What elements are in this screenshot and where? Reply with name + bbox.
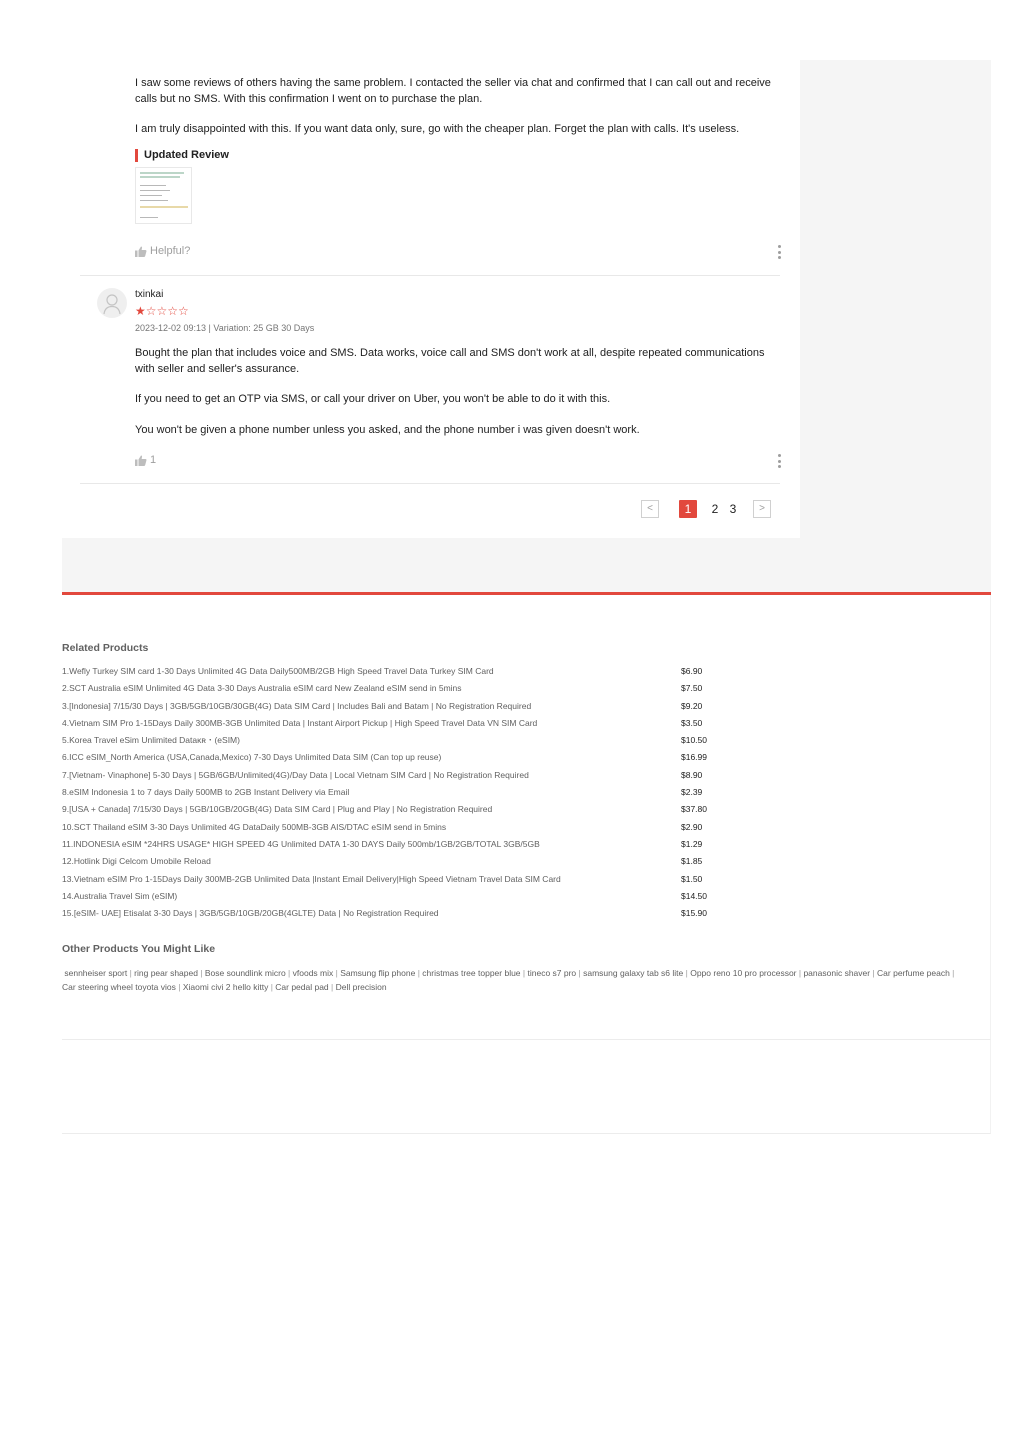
link-separator: |	[127, 968, 135, 978]
related-product-link[interactable]: 4.Vietnam SIM Pro 1-15Days Daily 300MB-3GB Unlimited Data | Instant Airport Pickup | High Speed Travel Data VN SIM Card	[62, 717, 538, 728]
other-products-links	[62, 967, 962, 994]
related-product-row[interactable]	[62, 665, 822, 682]
related-product-price: $16.99	[681, 752, 707, 763]
prev-page-button[interactable]: <	[641, 500, 659, 518]
link-separator: |	[520, 968, 528, 978]
related-product-link[interactable]: 14.Australia Travel Sim (eSIM)	[62, 890, 178, 901]
review-text: I am truly disappointed with this. If you want data only, sure, go with the cheaper plan. Forget the plan with calls. It's useless.	[135, 123, 740, 135]
related-products-list	[62, 665, 822, 924]
related-product-row[interactable]	[62, 838, 822, 855]
other-product-link[interactable]: Dell precision	[335, 981, 387, 992]
related-product-link[interactable]: 9.[USA + Canada] 7/15/30 Days | 5GB/10GB/20GB(4G) Data SIM Card | Plug and Play | No Registration Required	[62, 804, 493, 815]
next-page-button[interactable]: >	[753, 500, 771, 518]
helpful-button[interactable]	[135, 454, 156, 466]
related-product-row[interactable]	[62, 907, 822, 924]
accent-divider	[62, 592, 991, 595]
helpful-button[interactable]	[135, 245, 190, 257]
related-product-link[interactable]: 1.Wefly Turkey SIM card 1-30 Days Unlimited 4G Data Daily500MB/2GB High Speed Travel Data Turkey SIM Card	[62, 666, 494, 676]
link-separator: |	[268, 981, 276, 992]
page-1-button[interactable]: 1	[679, 500, 697, 518]
related-product-row[interactable]	[62, 873, 822, 890]
related-product-row[interactable]	[62, 682, 822, 699]
link-separator: |	[175, 981, 183, 992]
related-product-link[interactable]: 13.Vietnam eSIM Pro 1-15Days Daily 300MB-2GB Unlimited Data |Instant Email Delivery|High Speed Vietnam Travel Data SIM Card	[62, 873, 561, 884]
review-text: Bought the plan that includes voice and SMS. Data works, voice call and SMS don't work at all, despite repeated communications with seller and seller's assurance.	[135, 347, 765, 375]
link-separator: |	[415, 968, 423, 978]
related-product-price: $14.50	[681, 890, 707, 901]
helpful-count: 1	[150, 454, 157, 466]
thumb-decoration	[140, 190, 170, 191]
link-separator: |	[285, 968, 293, 978]
thumbs-up-icon	[135, 246, 147, 257]
related-product-price: $2.39	[681, 787, 703, 798]
other-product-link[interactable]: vfoods mix	[292, 968, 334, 978]
review-meta: 2023-12-02 09:13 | Variation: 25 GB 30 Days	[135, 323, 315, 333]
thumbs-up-icon	[135, 455, 147, 466]
related-product-row[interactable]	[62, 855, 822, 872]
related-product-link[interactable]: 5.Korea Travel eSim Unlimited Data⁠ᴋʀ・(eSIM)	[62, 735, 240, 746]
content-border	[990, 595, 991, 1039]
thumb-decoration	[140, 172, 184, 174]
related-product-link[interactable]: 12.Hotlink Digi Celcom Umobile Reload	[62, 856, 211, 867]
related-product-link[interactable]: 6.ICC eSIM_North America (USA,Canada,Mexico) 7-30 Days Unlimited Data SIM (Can top up reuse)	[62, 752, 442, 763]
page-2-button[interactable]: 2	[711, 502, 719, 516]
other-products-title: Other Products You Might Like	[62, 943, 216, 955]
other-product-link[interactable]: Car pedal pad	[275, 981, 329, 992]
thumb-decoration	[140, 217, 158, 218]
updated-review-label: Updated Review	[135, 149, 229, 162]
review-divider	[80, 483, 780, 484]
other-product-link[interactable]: ring pear shaped	[134, 968, 198, 978]
related-product-price: $15.90	[681, 908, 707, 919]
star-rating: ★☆☆☆☆	[135, 304, 189, 318]
other-product-link[interactable]: christmas tree topper blue	[422, 968, 521, 978]
other-product-link[interactable]: Samsung flip phone	[340, 968, 416, 978]
more-options-icon[interactable]	[776, 245, 782, 259]
review-image-thumbnail[interactable]	[135, 167, 192, 224]
more-options-icon[interactable]	[776, 454, 782, 468]
thumb-decoration	[140, 176, 180, 178]
section-spacer	[62, 538, 991, 592]
link-separator: |	[870, 968, 878, 978]
related-product-price: $8.90	[681, 769, 703, 780]
other-product-link[interactable]: tineco s7 pro	[527, 968, 577, 978]
related-product-price: $6.90	[681, 666, 703, 676]
review-text: You won't be given a phone number unless you asked, and the phone number i was given doesn't work.	[135, 424, 640, 436]
related-product-row[interactable]	[62, 786, 822, 803]
other-product-link[interactable]: Xiaomi civi 2 hello kitty	[182, 981, 269, 992]
other-product-link[interactable]: Oppo reno 10 pro processor	[690, 968, 797, 978]
related-product-price: $1.85	[681, 856, 703, 867]
related-product-row[interactable]	[62, 890, 822, 907]
related-product-link[interactable]: 10.SCT Thailand eSIM 3-30 Days Unlimited 4G DataDaily 500MB-3GB AIS/DTAC eSIM send in 5mins	[62, 821, 447, 832]
related-product-price: $10.50	[681, 735, 707, 746]
review-text: If you need to get an OTP via SMS, or call your driver on Uber, you won't be able to do it with this.	[135, 393, 611, 405]
related-product-row[interactable]	[62, 734, 822, 751]
reviewer-name: txinkai	[135, 289, 164, 300]
helpful-label: Helpful?	[150, 245, 191, 257]
other-product-link[interactable]: Car steering wheel toyota vios	[62, 981, 176, 992]
link-separator: |	[949, 968, 955, 978]
related-product-price: $9.20	[681, 700, 703, 711]
related-product-link[interactable]: 11.INDONESIA eSIM *24HRS USAGE* HIGH SPEED 4G Unlimited DATA 1-30 DAYS Daily 500mb/1GB/2GB/TOTAL 3GB/5GB	[62, 838, 540, 849]
other-product-link[interactable]: panasonic shaver	[803, 968, 871, 978]
other-product-link[interactable]: samsung galaxy tab s6 lite	[583, 968, 684, 978]
thumb-decoration	[140, 185, 166, 186]
link-separator: |	[197, 968, 205, 978]
related-product-price: $1.29	[681, 838, 703, 849]
related-product-price: $1.50	[681, 873, 703, 884]
related-product-link[interactable]: 15.[eSIM- UAE] Etisalat 3-30 Days | 3GB/5GB/10GB/20GB(4GLTE) Data | No Registration Required	[62, 908, 439, 919]
related-product-link[interactable]: 2.SCT Australia eSIM Unlimited 4G Data 3-30 Days Australia eSIM card New Zealand eSIM send in 5mins	[62, 683, 462, 694]
related-product-link[interactable]: 7.[Vietnam- Vinaphone] 5-30 Days | 5GB/6GB/Unlimited(4G)/Day Data | Local Vietnam SIM Card | No Registration Required	[62, 769, 529, 780]
page-3-button[interactable]: 3	[729, 502, 737, 516]
link-separator: |	[328, 981, 336, 992]
related-product-price: $7.50	[681, 683, 703, 694]
related-product-row[interactable]	[62, 700, 822, 717]
link-separator: |	[576, 968, 584, 978]
link-separator: |	[683, 968, 691, 978]
related-product-link[interactable]: 8.eSIM Indonesia 1 to 7 days Daily 500MB to 2GB Instant Delivery via Email	[62, 787, 350, 798]
footer-area	[62, 1039, 991, 1134]
link-separator: |	[333, 968, 341, 978]
related-product-price: $3.50	[681, 717, 703, 728]
related-product-row[interactable]	[62, 717, 822, 734]
avatar	[97, 288, 127, 318]
user-silhouette-icon	[97, 288, 127, 318]
thumb-decoration	[140, 206, 188, 208]
related-product-row[interactable]	[62, 751, 822, 768]
related-product-row[interactable]	[62, 803, 822, 820]
other-product-link[interactable]: Bose soundlink micro	[204, 968, 286, 978]
related-product-price: $37.80	[681, 804, 707, 815]
thumb-decoration	[140, 200, 168, 201]
link-separator: |	[796, 968, 804, 978]
related-product-price: $2.90	[681, 821, 703, 832]
review-divider	[80, 275, 780, 276]
other-product-link[interactable]: sennheiser sport	[64, 968, 128, 978]
other-product-link[interactable]: Car perfume peach	[877, 968, 950, 978]
related-product-link[interactable]: 3.[Indonesia] 7/15/30 Days | 3GB/5GB/10GB/30GB(4G) Data SIM Card | Includes Bali and Batam | No Registration Required	[62, 700, 532, 711]
review-text: I saw some reviews of others having the same problem. I contacted the seller via chat and confirmed that I can call out and receive calls but no SMS. With this confirmation I went on to purchase the plan.	[135, 77, 771, 105]
related-product-row[interactable]	[62, 821, 822, 838]
thumb-decoration	[140, 195, 162, 196]
related-product-row[interactable]	[62, 769, 822, 786]
related-products-title: Related Products	[62, 642, 149, 654]
